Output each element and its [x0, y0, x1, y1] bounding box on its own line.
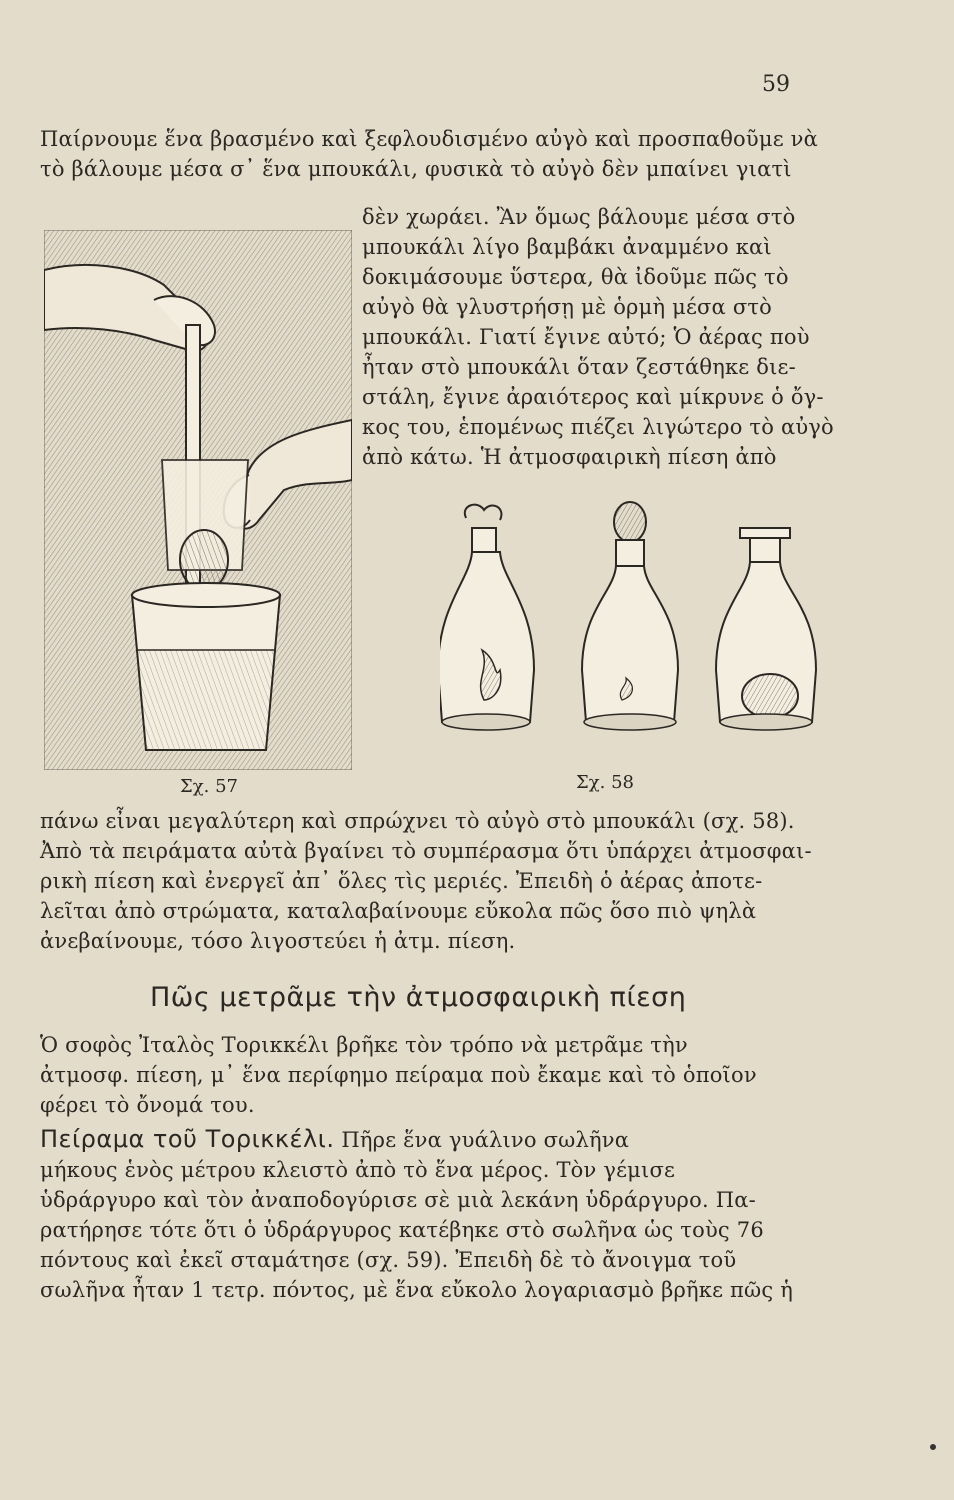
text-line: κος του, ἑπομένως πιέζει λιγώτερο τὸ αὐγὸ — [362, 415, 834, 439]
figure-58-caption: Σχ. 58 — [576, 772, 634, 793]
text-line: ὑδράργυρο καὶ τὸν ἀναποδογύρισε σὲ μιὰ λεκάνη ὑδράργυρο. Πα- — [40, 1188, 756, 1212]
text-line: πόντους καὶ ἐκεῖ σταμάτησε (σχ. 59). Ἐπειδὴ δὲ τὸ ἄνοιγμα τοῦ — [40, 1248, 737, 1272]
text-line: ρατήρησε τότε ὅτι ὁ ὑδράργυρος κατέβηκε στὸ σωλῆνα ὡς τοὺς 76 — [40, 1218, 764, 1242]
section-heading: Πῶς μετρᾶμε τὴν ἀτμοσφαιρικὴ πίεση — [150, 982, 687, 1013]
paragraph-conclusion — [40, 806, 812, 956]
text-line: δὲν χωράει. Ἂν ὅμως βάλουμε μέσα στὸ — [362, 205, 796, 229]
paragraph-torricelli-intro — [40, 1030, 757, 1120]
text-line: πάνω εἶναι μεγαλύτερη καὶ σπρώχνει τὸ αὐγὸ στὸ μπουκάλι (σχ. 58). — [40, 809, 795, 833]
figure-57-illustration — [44, 230, 352, 770]
text-line: ρικὴ πίεση καὶ ἐνεργεῖ ἀπ᾿ ὅλες τὶς μεριές. Ἐπειδὴ ὁ ἀέρας ἀποτε- — [40, 869, 763, 893]
text-line: μπουκάλι. Γιατί ἔγινε αὐτό; Ὁ ἀέρας ποὺ — [362, 325, 810, 349]
text-line: λεῖται ἀπὸ στρώματα, καταλαβαίνουμε εὔκολα πῶς ὅσο πιὸ ψηλὰ — [40, 899, 757, 923]
text-line: σωλῆνα ἦταν 1 τετρ. πόντος, μὲ ἕνα εὔκολο λογαριασμὸ βρῆκε πῶς ἡ — [40, 1278, 793, 1302]
page-number: 59 — [762, 72, 790, 97]
text-line: τὸ βάλουμε μέσα σ᾿ ἕνα μπουκάλι, φυσικὰ τὸ αὐγὸ δὲν μπαίνει γιατὶ — [40, 157, 792, 181]
text-line: μπουκάλι λίγο βαμβάκι ἀναμμένο καὶ — [362, 235, 772, 259]
ink-speck — [930, 1444, 936, 1450]
paragraph-torricelli-experiment — [40, 1124, 793, 1305]
bottle-egg-inside — [716, 528, 816, 730]
text-line: στάλη, ἔγινε ἀραιότερος καὶ μίκρυνε ὁ ὄγ- — [362, 385, 824, 409]
text-line: Ἀπὸ τὰ πειράματα αὐτὰ βγαίνει τὸ συμπέρασμα ὅτι ὑπάρχει ἀτμοσφαι- — [40, 839, 812, 863]
text-line: δοκιμάσουμε ὕστερα, θὰ ἰδοῦμε πῶς τὸ — [362, 265, 789, 289]
figure-57-caption: Σχ. 57 — [180, 776, 238, 797]
text-line: μήκους ἑνὸς μέτρου κλειστὸ ἀπὸ τὸ ἕνα μέρος. Τὸν γέμισε — [40, 1158, 676, 1182]
text-line: Πῆρε ἕνα γυάλινο σωλῆνα — [341, 1128, 630, 1152]
figure-58-illustration — [440, 500, 850, 750]
bottle-egg-on-neck — [582, 502, 678, 730]
text-line: ἀνεβαίνουμε, τόσο λιγοστεύει ἡ ἀτμ. πίεση. — [40, 929, 516, 953]
text-line: φέρει τὸ ὄνομά του. — [40, 1093, 255, 1117]
paragraph-egg-explanation — [362, 202, 834, 472]
text-line: αὐγὸ θὰ γλυστρήσῃ μὲ ὁρμὴ μέσα στὸ — [362, 295, 773, 319]
bottle-flame — [440, 505, 534, 730]
experiment-subheading: Πείραμα τοῦ Τορικκέλι. — [40, 1125, 335, 1153]
text-line: Ὁ σοφὸς Ἰταλὸς Τοριккέλι βρῆκε τὸν τρόπο νὰ μετρᾶμε τὴν — [40, 1033, 688, 1057]
text-line: ἀτμοσφ. πίεση, μ᾿ ἕνα περίφημο πείραμα ποὺ ἔκαμε καὶ τὸ ὁποῖον — [40, 1063, 757, 1087]
text-line: ἀπὸ κάτω. Ἡ ἀτμοσφαιρικὴ πίεση ἀπὸ — [362, 445, 777, 469]
text-line: ἦταν στὸ μπουκάλι ὅταν ζεστάθηκε διε- — [362, 355, 796, 379]
text-line: Παίρνουμε ἕνα βρασμένο καὶ ξεφλουδισμένο αὐγὸ καὶ προσπαθοῦμε νὰ — [40, 127, 819, 151]
paragraph-egg-intro — [40, 124, 818, 184]
